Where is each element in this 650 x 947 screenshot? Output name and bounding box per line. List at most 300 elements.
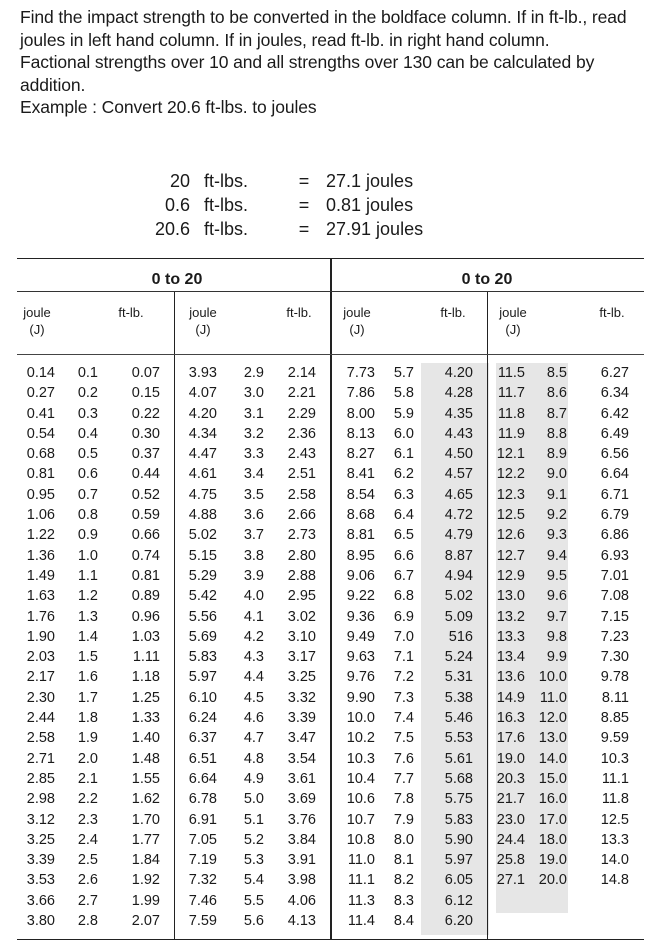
joule-value: 1.70 [131, 811, 160, 828]
joule-value: 1.48 [131, 750, 160, 767]
joule-value: 3.39 [287, 710, 316, 727]
ftlb-value: 4.4 [243, 669, 264, 686]
joule-value: 0.52 [131, 486, 160, 503]
joule-value: 6.34 [600, 385, 629, 402]
joule-value: 21.7 [496, 791, 525, 808]
ftlb-value: 5.3 [243, 852, 264, 869]
ftlb-value: 4.6 [243, 710, 264, 727]
ftlb-value: 4.8 [243, 750, 264, 767]
joule-value: 3.66 [26, 892, 55, 909]
joule-value: 11.8 [601, 791, 629, 808]
ftlb-value: 0.3 [77, 405, 98, 422]
joule-value: 7.19 [188, 852, 217, 869]
joule-value: 8.68 [346, 507, 375, 524]
joule-value: 2.07 [131, 913, 160, 930]
joule-value: 3.02 [287, 608, 316, 625]
example-label: Example : Convert 20.6 ft-lbs. to joules [20, 97, 317, 117]
joule-value: 2.95 [287, 588, 316, 605]
column-header-ftlb [582, 304, 642, 321]
joule-value: 7.05 [188, 831, 217, 848]
joule-value: 27.1 [496, 872, 525, 889]
joule-value: 9.22 [346, 588, 375, 605]
table-row [17, 607, 644, 627]
header-rule [17, 291, 644, 292]
ftlb-value: 8.1 [393, 852, 414, 869]
joule-value: 10.3 [346, 750, 375, 767]
ftlb-value: 7.7 [393, 770, 414, 787]
ftlb-value: 0.6 [77, 466, 98, 483]
ftlb-value: 8.5 [546, 365, 567, 381]
ftlb-value: 1.9 [77, 730, 98, 747]
conversion-table [17, 258, 644, 940]
joule-value: 0.59 [131, 507, 160, 524]
joule-value: 2.98 [26, 791, 55, 808]
ftlb-value: 1.5 [77, 649, 98, 666]
joule-value: 4.79 [444, 527, 473, 544]
joule-value: 6.49 [600, 425, 629, 442]
ftlb-value: 4.9 [243, 770, 264, 787]
joule-value: 6.10 [188, 689, 217, 706]
joule-value: 14.8 [600, 872, 629, 889]
joule-value: 7.59 [188, 913, 217, 930]
joule-value: 7.15 [600, 608, 629, 625]
table-row [17, 505, 644, 525]
joule-value: 6.05 [444, 872, 473, 889]
example-result: 27.91 joules [326, 219, 424, 239]
joule-value: 9.06 [346, 567, 375, 584]
table-row [17, 627, 644, 647]
joule-value: 4.61 [188, 466, 217, 483]
joule-value: 4.47 [188, 446, 217, 463]
ftlb-value: 13.0 [538, 730, 567, 747]
ftlb-value: 5.0 [243, 791, 264, 808]
joule-value: 2.58 [287, 486, 316, 503]
joule-value: 0.54 [26, 425, 55, 442]
joule-value: 10.3 [600, 750, 629, 767]
table-row [17, 688, 644, 708]
column-header-joule [337, 304, 377, 338]
joule-value: 3.39 [26, 852, 55, 869]
joule-value: 3.69 [287, 791, 316, 808]
ftlb-value: 10.0 [538, 669, 567, 686]
joule-value: 4.06 [287, 892, 316, 909]
table-row [17, 586, 644, 606]
joule-value: 2.73 [287, 527, 316, 544]
table-row [17, 728, 644, 748]
example-equals: = [298, 171, 310, 191]
joule-value: 6.64 [188, 770, 217, 787]
column-header-label: joule [189, 305, 217, 320]
joule-value: 11.0 [347, 852, 375, 869]
joule-value: 9.63 [346, 649, 375, 666]
ftlb-value: 6.7 [393, 567, 414, 584]
ftlb-value: 1.2 [77, 588, 98, 605]
table-row [17, 789, 644, 809]
ftlb-value: 5.2 [243, 831, 264, 848]
joule-value: 1.92 [131, 872, 160, 889]
ftlb-value: 2.4 [77, 831, 98, 848]
ftlb-value: 7.0 [393, 628, 414, 645]
joule-value: 17.6 [496, 730, 525, 747]
column-header-label: ft-lb. [440, 305, 466, 320]
ftlb-value: 2.5 [77, 852, 98, 869]
joule-value: 10.2 [346, 730, 375, 747]
ftlb-value: 16.0 [538, 791, 567, 808]
joule-value: 5.97 [188, 669, 217, 686]
joule-value: 11.5 [497, 365, 525, 381]
joule-value: 2.21 [287, 385, 316, 402]
ftlb-value: 0.8 [77, 507, 98, 524]
joule-value: 5.56 [188, 608, 217, 625]
ftlb-value: 4.3 [243, 649, 264, 666]
ftlb-value: 8.4 [393, 913, 414, 930]
ftlb-value: 15.0 [538, 770, 567, 787]
joule-value: 7.46 [188, 892, 217, 909]
ftlb-value: 11.0 [539, 689, 567, 706]
joule-value: 6.51 [188, 750, 217, 767]
joule-value: 4.34 [188, 425, 217, 442]
ftlb-value: 4.5 [243, 689, 264, 706]
joule-value: 11.9 [497, 425, 525, 442]
joule-value: 19.0 [496, 750, 525, 767]
joule-value: 5.29 [188, 567, 217, 584]
joule-value: 4.50 [444, 446, 473, 463]
joule-value: 0.30 [131, 425, 160, 442]
ftlb-value: 3.5 [243, 486, 264, 503]
joule-value: 11.3 [347, 892, 375, 909]
joule-value: 3.76 [287, 811, 316, 828]
joule-value: 0.22 [131, 405, 160, 422]
joule-value: 10.4 [346, 770, 375, 787]
table-row [17, 891, 644, 911]
group-title-right: 0 to 20 [461, 271, 513, 288]
ftlb-value: 3.4 [243, 466, 264, 483]
column-header-label: joule [23, 305, 51, 320]
ftlb-value: 1.3 [77, 608, 98, 625]
joule-value: 3.25 [26, 831, 55, 848]
column-header-joule [17, 304, 57, 338]
joule-value: 5.83 [188, 649, 217, 666]
ftlb-value: 6.4 [393, 507, 414, 524]
joule-value: 2.71 [26, 750, 55, 767]
joule-value: 1.99 [131, 892, 160, 909]
joule-value: 13.0 [496, 588, 525, 605]
table-row [17, 546, 644, 566]
joule-value: 12.7 [496, 547, 525, 564]
joule-value: 10.7 [346, 811, 375, 828]
joule-value: 14.0 [600, 852, 629, 869]
joule-value: 516 [448, 628, 473, 645]
joule-value: 12.6 [496, 527, 525, 544]
ftlb-value: 7.9 [393, 811, 414, 828]
joule-value: 8.85 [600, 710, 629, 727]
joule-value: 7.08 [600, 588, 629, 605]
header-bottom-rule [17, 354, 644, 355]
column-header-joule [493, 304, 533, 338]
ftlb-value: 9.3 [546, 527, 567, 544]
ftlb-value: 5.7 [393, 365, 414, 381]
joule-value: 5.09 [444, 608, 473, 625]
joule-value: 5.02 [188, 527, 217, 544]
joule-value: 1.76 [26, 608, 55, 625]
ftlb-value: 5.8 [393, 385, 414, 402]
ftlb-value: 0.9 [77, 527, 98, 544]
table-row [17, 830, 644, 850]
joule-value: 1.55 [131, 770, 160, 787]
joule-value: 8.87 [444, 547, 473, 564]
ftlb-value: 2.8 [77, 913, 98, 930]
joule-value: 25.8 [496, 852, 525, 869]
ftlb-value: 7.4 [393, 710, 414, 727]
ftlb-value: 2.6 [77, 872, 98, 889]
ftlb-value: 3.0 [243, 385, 264, 402]
joule-value: 3.25 [287, 669, 316, 686]
ftlb-value: 6.6 [393, 547, 414, 564]
joule-value: 0.81 [26, 466, 55, 483]
ftlb-value: 9.4 [546, 547, 567, 564]
joule-value: 6.42 [600, 405, 629, 422]
joule-value: 0.15 [131, 385, 160, 402]
joule-value: 4.57 [444, 466, 473, 483]
ftlb-value: 6.8 [393, 588, 414, 605]
table-row [17, 911, 644, 931]
ftlb-value: 9.5 [546, 567, 567, 584]
joule-value: 13.3 [600, 831, 629, 848]
joule-value: 6.64 [600, 466, 629, 483]
group-title-left: 0 to 20 [151, 271, 203, 288]
ftlb-value: 2.1 [77, 770, 98, 787]
joule-value: 6.20 [444, 913, 473, 930]
joule-value: 5.42 [188, 588, 217, 605]
ftlb-value: 9.6 [546, 588, 567, 605]
joule-value: 12.5 [600, 811, 629, 828]
joule-value: 1.62 [131, 791, 160, 808]
column-header-joule [183, 304, 223, 338]
joule-value: 5.53 [444, 730, 473, 747]
joule-value: 5.38 [444, 689, 473, 706]
joule-value: 5.02 [444, 588, 473, 605]
example-total-row [130, 217, 423, 241]
joule-value: 9.90 [346, 689, 375, 706]
joule-value: 3.61 [287, 770, 316, 787]
joule-value: 1.77 [131, 831, 160, 848]
ftlb-value: 1.4 [77, 628, 98, 645]
joule-value: 5.61 [444, 750, 473, 767]
joule-value: 3.12 [26, 811, 55, 828]
joule-value: 8.00 [346, 405, 375, 422]
joule-value: 0.74 [131, 547, 160, 564]
table-row [17, 870, 644, 890]
example-row [130, 193, 423, 217]
ftlb-value: 1.6 [77, 669, 98, 686]
joule-value: 0.14 [26, 365, 55, 381]
joule-value: 10.6 [346, 791, 375, 808]
joule-value: 1.33 [131, 710, 160, 727]
joule-value: 3.53 [26, 872, 55, 889]
joule-value: 5.69 [188, 628, 217, 645]
joule-value: 11.8 [497, 405, 525, 422]
joule-value: 11.4 [347, 913, 375, 930]
joule-value: 9.78 [600, 669, 629, 686]
joule-value: 3.17 [287, 649, 316, 666]
joule-value: 13.4 [496, 649, 525, 666]
joule-value: 6.12 [444, 892, 473, 909]
table-row [17, 485, 644, 505]
joule-value: 2.17 [26, 669, 55, 686]
column-header-unit: (J) [29, 322, 45, 337]
joule-value: 2.44 [26, 710, 55, 727]
joule-value: 4.65 [444, 486, 473, 503]
joule-value: 3.47 [287, 730, 316, 747]
joule-value: 2.14 [287, 365, 316, 381]
column-header-label: ft-lb. [599, 305, 625, 320]
joule-value: 2.66 [287, 507, 316, 524]
ftlb-value: 2.0 [77, 750, 98, 767]
joule-value: 8.81 [346, 527, 375, 544]
joule-value: 2.36 [287, 425, 316, 442]
ftlb-value: 14.0 [538, 750, 567, 767]
joule-value: 4.20 [188, 405, 217, 422]
table-row [17, 667, 644, 687]
joule-value: 1.25 [131, 689, 160, 706]
table-row [17, 647, 644, 667]
example-equals: = [298, 219, 310, 239]
ftlb-value: 1.0 [77, 547, 98, 564]
joule-value: 4.13 [287, 913, 316, 930]
ftlb-value: 8.8 [546, 425, 567, 442]
ftlb-value: 3.7 [243, 527, 264, 544]
joule-value: 8.13 [346, 425, 375, 442]
instructions [20, 6, 645, 119]
joule-value: 2.51 [287, 466, 316, 483]
joule-value: 6.71 [600, 486, 629, 503]
ftlb-value: 4.2 [243, 628, 264, 645]
joule-value: 4.28 [444, 385, 473, 402]
table-row [17, 464, 644, 484]
ftlb-value: 5.9 [393, 405, 414, 422]
ftlb-value: 9.9 [546, 649, 567, 666]
joule-value: 3.98 [287, 872, 316, 889]
joule-value: 0.07 [131, 365, 160, 381]
ftlb-value: 2.7 [77, 892, 98, 909]
ftlb-value: 3.9 [243, 567, 264, 584]
joule-value: 2.85 [26, 770, 55, 787]
joule-value: 7.73 [346, 365, 375, 381]
joule-value: 5.97 [444, 852, 473, 869]
joule-value: 12.9 [496, 567, 525, 584]
joule-value: 0.95 [26, 486, 55, 503]
ftlb-value: 9.2 [546, 507, 567, 524]
joule-value: 13.2 [496, 608, 525, 625]
column-header-ftlb [423, 304, 483, 321]
ftlb-value: 20.0 [538, 872, 567, 889]
joule-value: 6.37 [188, 730, 217, 747]
joule-value: 13.6 [496, 669, 525, 686]
example-equals: = [298, 195, 310, 215]
joule-value: 10.8 [346, 831, 375, 848]
joule-value: 0.96 [131, 608, 160, 625]
joule-value: 5.75 [444, 791, 473, 808]
joule-value: 0.37 [131, 446, 160, 463]
ftlb-value: 4.0 [243, 588, 264, 605]
joule-value: 5.15 [188, 547, 217, 564]
ftlb-value: 8.7 [546, 405, 567, 422]
joule-value: 1.36 [26, 547, 55, 564]
joule-value: 8.95 [346, 547, 375, 564]
joule-value: 6.93 [600, 547, 629, 564]
ftlb-value: 3.2 [243, 425, 264, 442]
instruction-paragraph-1: Find the impact strength to be converted in the boldface column. If in ft-lb., read joules in left hand column. If in joules, read ft-lb. in right hand column. [20, 7, 627, 50]
example-value: 20 [169, 171, 190, 191]
ftlb-value: 7.3 [393, 689, 414, 706]
example-result: 27.1 joules [326, 171, 414, 191]
ftlb-value: 2.2 [77, 791, 98, 808]
joule-value: 2.80 [287, 547, 316, 564]
example-unit: ft-lbs. [204, 219, 249, 239]
joule-value: 3.91 [287, 852, 316, 869]
column-header-unit: (J) [349, 322, 365, 337]
joule-value: 8.27 [346, 446, 375, 463]
ftlb-value: 1.8 [77, 710, 98, 727]
joule-value: 5.90 [444, 831, 473, 848]
joule-value: 5.68 [444, 770, 473, 787]
joule-value: 0.44 [131, 466, 160, 483]
example-value: 0.6 [164, 195, 190, 215]
joule-value: 5.24 [444, 649, 473, 666]
joule-value: 3.80 [26, 913, 55, 930]
joule-value: 2.03 [26, 649, 55, 666]
joule-value: 1.84 [131, 852, 160, 869]
joule-value: 2.30 [26, 689, 55, 706]
joule-value: 5.83 [444, 811, 473, 828]
table-row [17, 749, 644, 769]
joule-value: 6.56 [600, 446, 629, 463]
ftlb-value: 2.3 [77, 811, 98, 828]
joule-value: 7.23 [600, 628, 629, 645]
ftlb-value: 18.0 [538, 831, 567, 848]
column-header-label: ft-lb. [286, 305, 312, 320]
column-header-ftlb [101, 304, 161, 321]
table-row [17, 404, 644, 424]
ftlb-value: 12.0 [538, 710, 567, 727]
joule-value: 4.20 [444, 365, 473, 381]
column-header-label: joule [499, 305, 527, 320]
joule-value: 4.72 [444, 507, 473, 524]
joule-value: 0.66 [131, 527, 160, 544]
ftlb-value: 4.7 [243, 730, 264, 747]
joule-value: 12.1 [496, 446, 525, 463]
joule-value: 8.54 [346, 486, 375, 503]
joule-value: 7.32 [188, 872, 217, 889]
joule-value: 24.4 [496, 831, 525, 848]
ftlb-value: 8.9 [546, 446, 567, 463]
ftlb-value: 8.3 [393, 892, 414, 909]
joule-value: 6.86 [600, 527, 629, 544]
ftlb-value: 1.7 [77, 689, 98, 706]
table-row [17, 708, 644, 728]
ftlb-value: 8.0 [393, 831, 414, 848]
ftlb-value: 8.2 [393, 872, 414, 889]
joule-value: 8.11 [601, 689, 629, 706]
joule-value: 4.94 [444, 567, 473, 584]
ftlb-value: 6.5 [393, 527, 414, 544]
instruction-paragraph-2: Factional strengths over 10 and all strengths over 130 can be calculated by addition. [20, 52, 595, 95]
joule-value: 5.31 [444, 669, 473, 686]
joule-value: 7.30 [600, 649, 629, 666]
joule-value: 12.3 [496, 486, 525, 503]
joule-value: 8.41 [346, 466, 375, 483]
joule-value: 23.0 [496, 811, 525, 828]
